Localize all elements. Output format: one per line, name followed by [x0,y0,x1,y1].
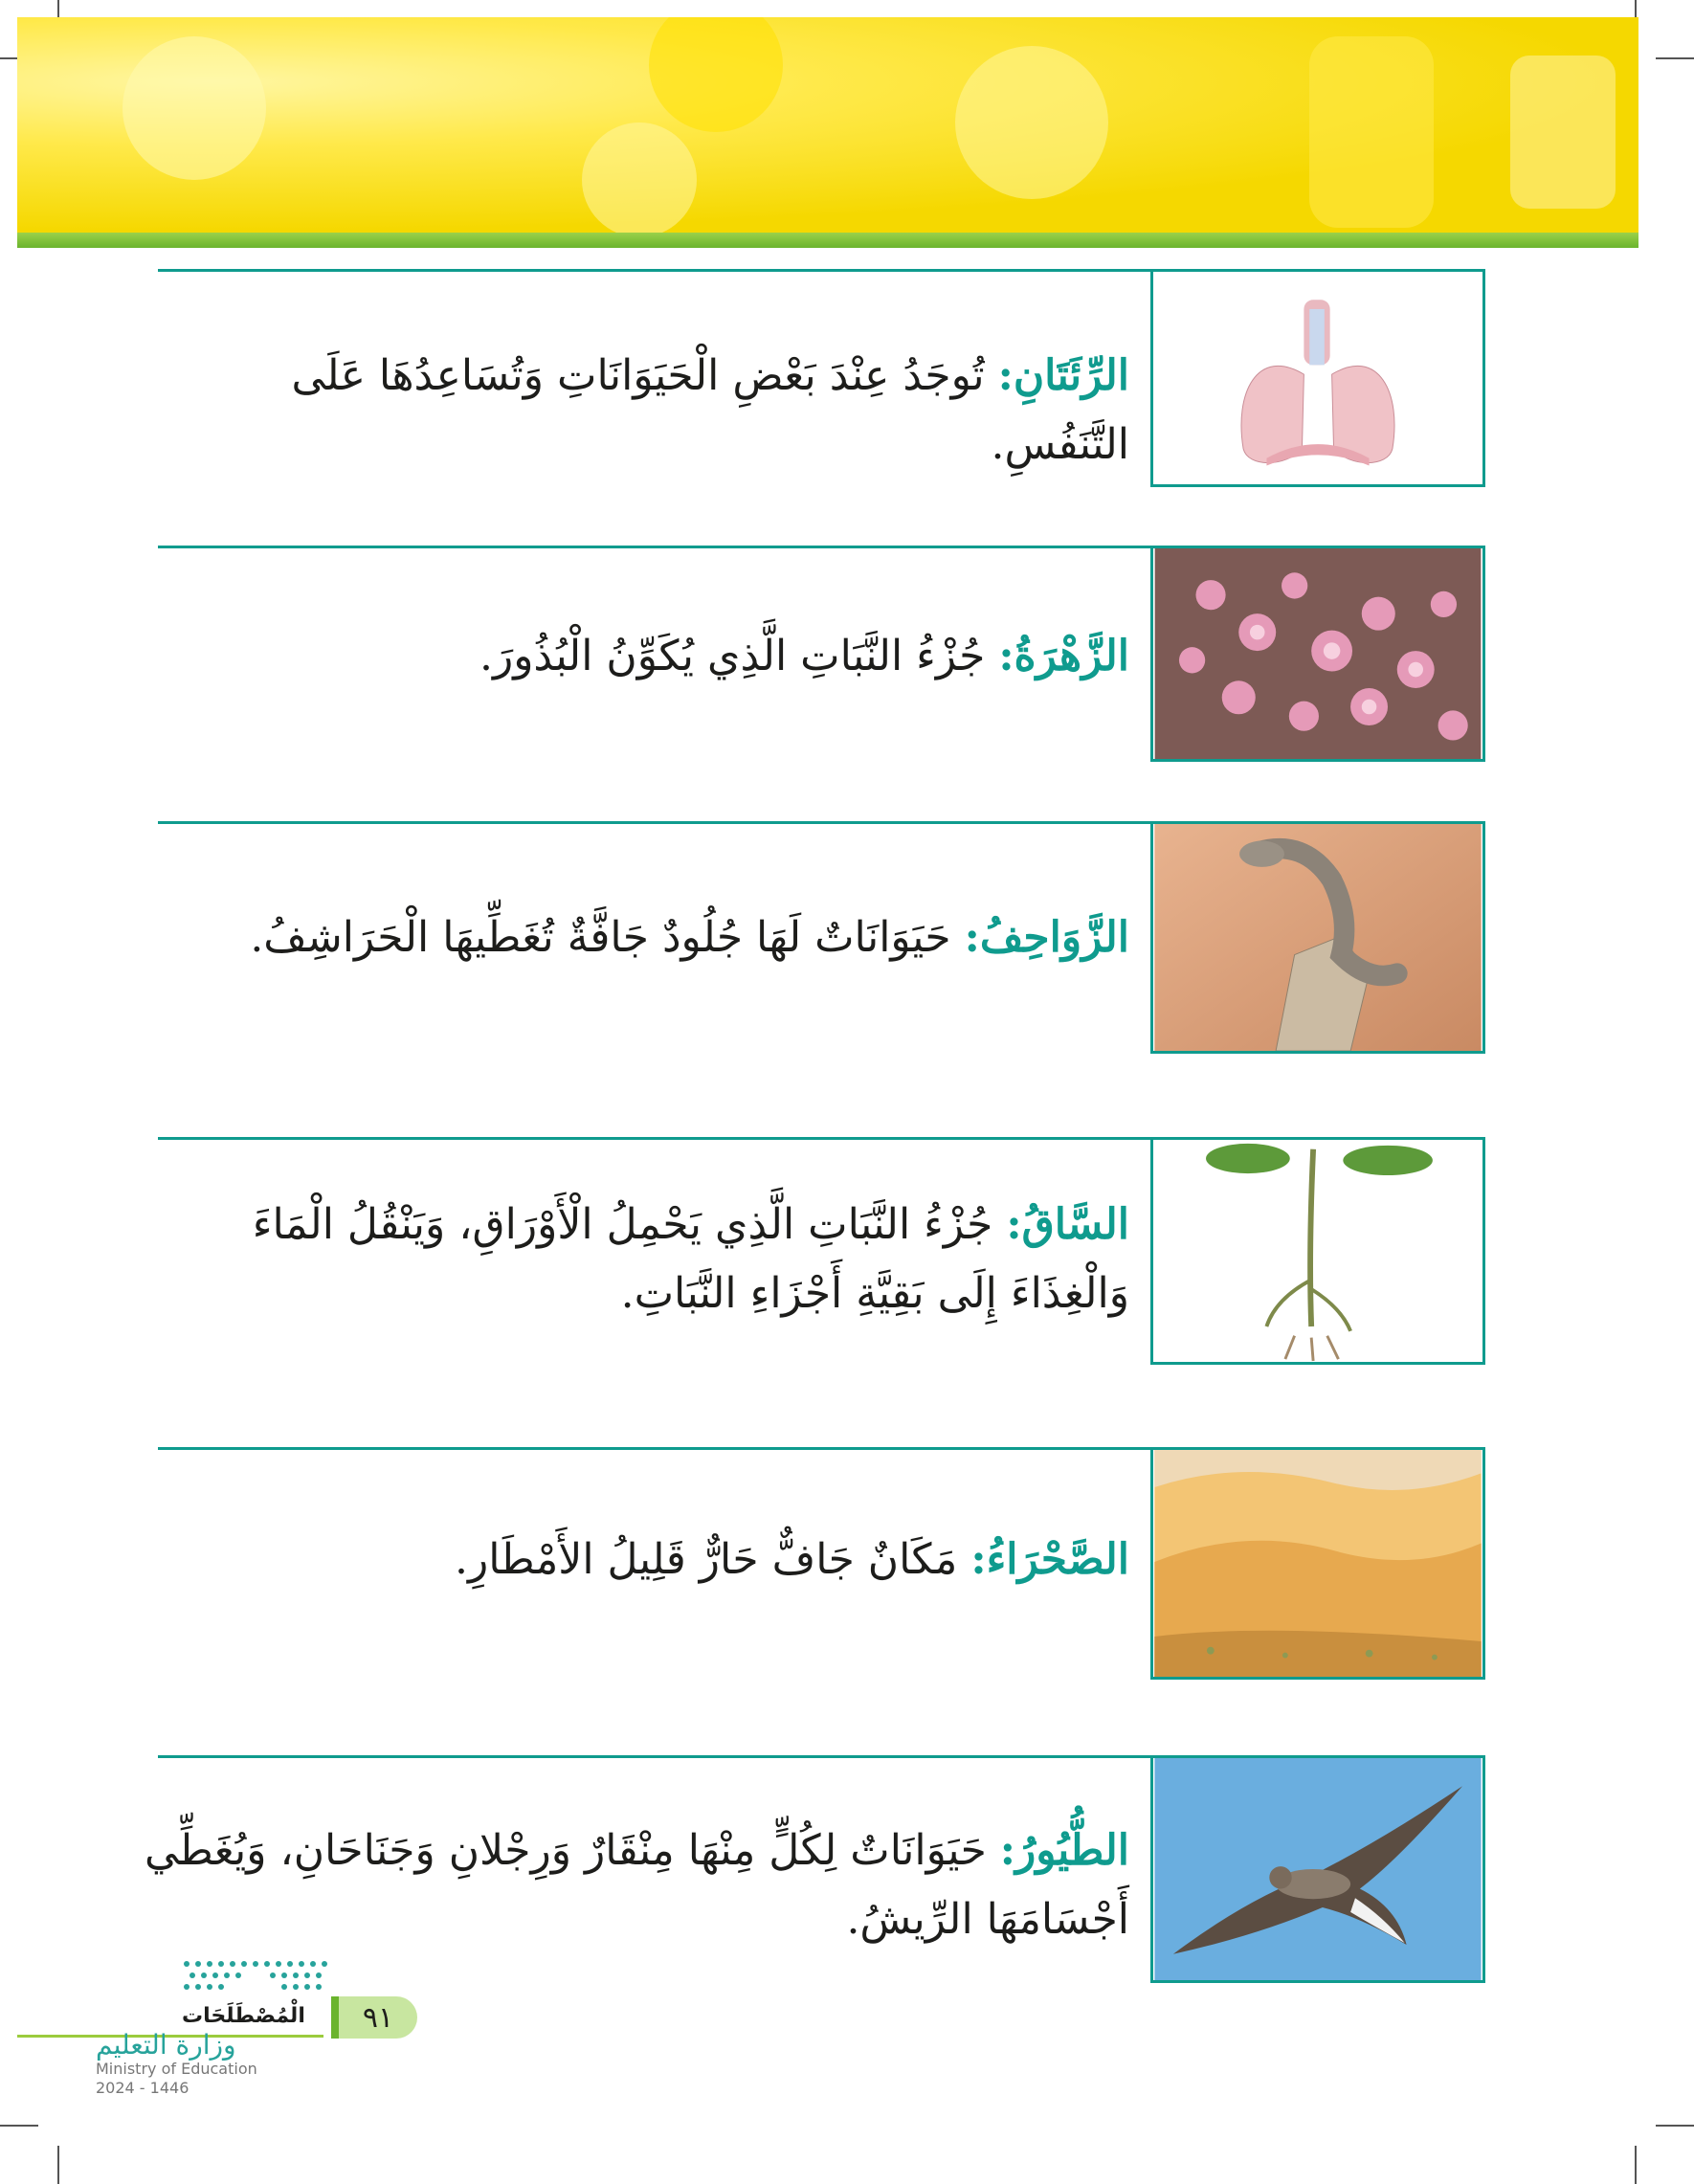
glossary-entry [158,269,1485,487]
glossary-entry [158,1447,1485,1680]
glossary-entry [145,1755,1485,1983]
crop-mark [0,2125,38,2127]
year-label: 2024 - 1446 [96,2079,189,2097]
entry-term: السَّاقُ: [1006,1200,1129,1249]
header-banner [17,17,1638,233]
ministry-name-en: Ministry of Education [96,2060,257,2078]
entry-text [172,1526,1129,1594]
entry-definition: حَيَوَانَاتٌ لِكُلٍّ مِنْهَا مِنْقَارٌ وَرِجْلانِ وَجَنَاحَانِ، وَيُغَطِّي أَجْسَامَهَا الرِّيشُ. [145,1826,1129,1944]
entry-definition: مَكَانٌ جَافٌّ حَارٌّ قَلِيلُ الأَمْطَارِ. [454,1535,971,1584]
entry-term: الطُّيُورُ: [999,1826,1129,1875]
desert-image [1150,1447,1485,1680]
ministry-name-ar: وزارة التعليم [96,2029,236,2061]
flower-image [1150,546,1485,762]
lizard-image [1150,821,1485,1054]
entry-term: الزَّهْرَةُ: [998,632,1129,680]
crop-mark [1635,2146,1637,2184]
entry-term: الرِّئَتَانِ: [997,351,1129,400]
bird-image [1150,1755,1485,1983]
crop-mark [1656,57,1694,59]
entry-text [172,622,1129,691]
glossary-entry [158,546,1485,762]
section-label: الْمُصْطَلَحَات [182,2004,305,2028]
crop-mark [57,2146,59,2184]
lungs-image [1150,269,1485,487]
glossary-entry [158,821,1485,1054]
crop-mark [1656,2125,1694,2127]
entry-definition: حَيَوَانَاتٌ لَهَا جُلُودٌ جَافَّةٌ تُغَطِّيهَا الْحَرَاشِفُ. [250,913,965,962]
entry-term: الصَّحْرَاءُ: [970,1535,1129,1584]
glossary-entry [158,1137,1485,1365]
stem-image [1150,1137,1485,1365]
page-number: ٩١ [331,1996,417,2039]
header-green-bar [17,233,1638,248]
entry-definition: جُزْءُ النَّبَاتِ الَّذِي يَحْمِلُ الْأَوْرَاقِ، وَيَنْقُلُ الْمَاءَ وَالْغِذَاءَ إِلَى بَقِيَّةِ أَجْزَاءِ النَّبَاتِ. [252,1200,1129,1318]
entry-term: الزَّوَاحِفُ: [964,913,1129,962]
ministry-logo-dots [177,1956,340,1998]
entry-text [172,342,1129,479]
entry-definition: تُوجَدُ عِنْدَ بَعْضِ الْحَيَوَانَاتِ وَتُسَاعِدُهَا عَلَى التَّنَفُسِ. [291,351,1129,469]
entry-text [172,903,1129,972]
entry-text [134,1191,1129,1328]
entry-definition: جُزْءُ النَّبَاتِ الَّذِي يُكَوِّنُ الْبُذُورَ. [479,632,999,680]
entry-text [134,1816,1129,1954]
